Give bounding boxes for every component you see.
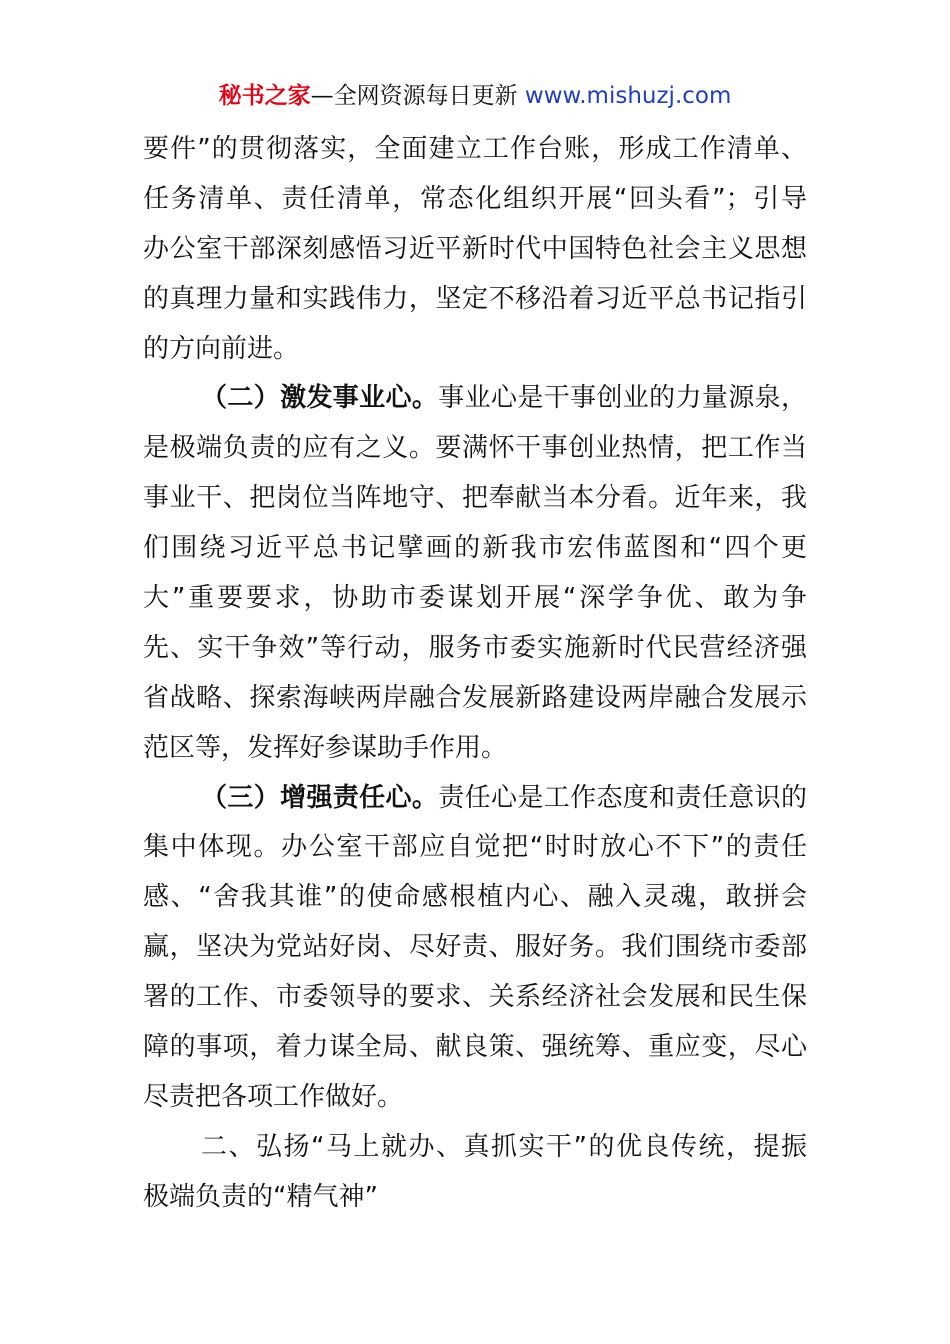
- line-text: 任务清单、责任清单，常态化组织开展“回头看”；引导: [143, 183, 807, 214]
- line-text: 范区等，发挥好参谋助手作用。: [143, 732, 508, 763]
- line-text: 尽责把各项工作做好。: [143, 1081, 404, 1112]
- section-heading-line: [143, 374, 807, 424]
- text-line: [143, 175, 807, 225]
- line-text: 事业心是干事创业的力量源泉，: [438, 383, 807, 414]
- text-line: [143, 923, 807, 973]
- text-line: [143, 524, 807, 574]
- line-text: 感、“舍我其谁”的使命感根植内心、融入灵魂，敢拼会: [143, 882, 807, 913]
- line-text: 事业干、把岗位当阵地守、把奉献当本分看。近年来，我: [143, 483, 807, 514]
- chapter-heading-line: [143, 1173, 807, 1223]
- chapter-heading: 极端负责的“精气神”: [143, 1181, 378, 1212]
- header-slogan: —全网资源每日更新: [310, 83, 525, 109]
- text-line: [143, 474, 807, 524]
- line-text: 大”重要要求，协助市委谋划开展“深学争优、敢为争: [143, 583, 807, 614]
- text-line: [143, 823, 807, 873]
- site-url[interactable]: www.mishuzj.com: [524, 83, 732, 109]
- text-line: [143, 325, 807, 375]
- line-text: 要件”的贯彻落实，全面建立工作台账，形成工作清单、: [143, 134, 807, 164]
- line-text: 集中体现。办公室干部应自觉把“时时放心不下”的责任: [143, 832, 807, 863]
- line-text: 先、实干争效”等行动，服务市委实施新时代民营经济强: [143, 632, 807, 663]
- text-line: [143, 275, 807, 325]
- chapter-heading: 二、弘扬“马上就办、真抓实干”的优良传统，提振: [201, 1131, 807, 1162]
- section-heading: （三）增强责任心。: [201, 782, 439, 813]
- document-body: [143, 125, 807, 1223]
- text-line: [143, 1073, 807, 1123]
- text-line: [143, 125, 807, 175]
- line-text: 的方向前进。: [143, 333, 300, 364]
- line-text: 是极端负责的应有之义。要满怀干事创业热情，把工作当: [143, 433, 807, 464]
- text-line: [143, 424, 807, 474]
- line-text: 们围绕习近平总书记擘画的新我市宏伟蓝图和“四个更: [143, 533, 807, 564]
- text-line: [143, 674, 807, 724]
- text-line: [143, 574, 807, 624]
- line-text: 责任心是工作态度和责任意识的: [438, 782, 807, 813]
- chapter-heading-line: [143, 1123, 807, 1173]
- text-line: [143, 873, 807, 923]
- brand-name: 秘书之家: [218, 83, 311, 109]
- line-text: 省战略、探索海峡两岸融合发展新路建设两岸融合发展示: [143, 682, 807, 713]
- section-heading-line: [143, 774, 807, 824]
- line-text: 的真理力量和实践伟力，坚定不移沿着习近平总书记指引: [143, 283, 807, 314]
- line-text: 署的工作、市委领导的要求、关系经济社会发展和民生保: [143, 982, 807, 1013]
- text-line: [143, 1023, 807, 1073]
- text-line: [143, 225, 807, 275]
- site-header: [0, 80, 950, 112]
- text-line: [143, 973, 807, 1023]
- text-line: [143, 624, 807, 674]
- section-heading: （二）激发事业心。: [201, 383, 439, 414]
- line-text: 障的事项，着力谋全局、献良策、强统筹、重应变，尽心: [143, 1032, 807, 1063]
- text-line: [143, 724, 807, 774]
- line-text: 办公室干部深刻感悟习近平新时代中国特色社会主义思想: [143, 233, 807, 264]
- line-text: 赢，坚决为党站好岗、尽好责、服好务。我们围绕市委部: [143, 932, 807, 963]
